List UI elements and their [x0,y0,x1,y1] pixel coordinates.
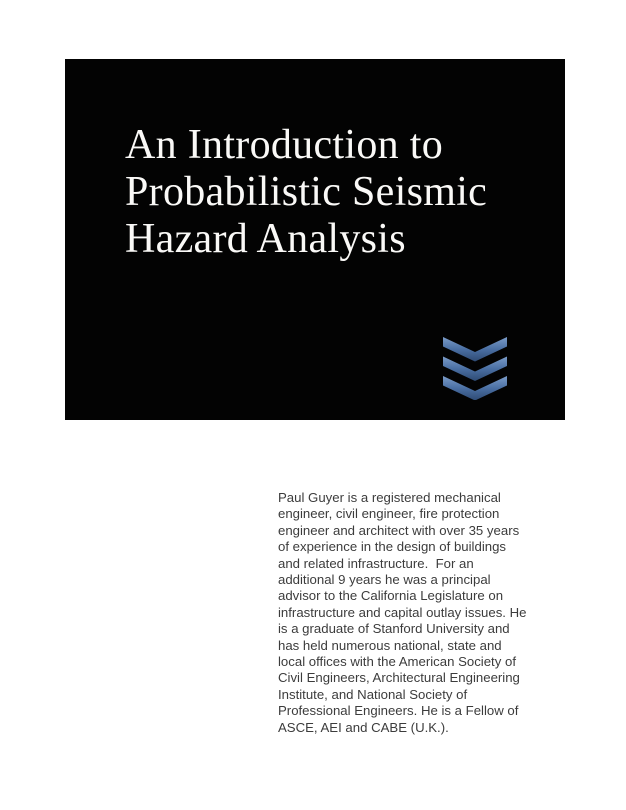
chevron-band-group [443,337,507,400]
author-bio-line: Paul Guyer is a registered mechanical [278,490,501,505]
book-title-line: Hazard Analysis [125,216,406,262]
author-bio-line: Professional Engineers. He is a Fellow of [278,703,519,719]
author-bio-line: is a graduate of Stanford University and [278,621,510,637]
book-title [125,122,487,263]
chevron-band-1 [443,337,507,362]
author-bio-line: of experience in the design of buildings [278,539,507,555]
author-bio-line: ASCE, AEI and CABE (U.K.). [278,719,449,735]
author-bio-line: Civil Engineers, Architectural Engineering [278,670,520,686]
author-bio-line: has held numerous national, state and [278,637,502,653]
book-title-line: An Introduction to [125,122,444,168]
author-bio-line: engineer, civil engineer, fire protection [278,506,500,522]
author-bio-line: and related infrastructure. For an [278,555,474,571]
triple-chevron-down-icon [443,337,507,400]
author-bio-line: additional 9 years he was a principal [278,572,491,588]
book-title-line: Probabilistic Seismic [125,169,488,215]
author-bio-line: local offices with the American Society of [278,654,516,670]
cover-title-block [65,59,565,420]
author-bio-line: advisor to the California Legislature on [278,588,504,604]
author-bio [278,490,538,736]
author-bio-line: engineer and architect with over 35 years [278,522,520,538]
author-bio-line: infrastructure and capital outlay issues. He [278,604,527,620]
author-bio-line: Institute, and National Society of [278,686,468,702]
